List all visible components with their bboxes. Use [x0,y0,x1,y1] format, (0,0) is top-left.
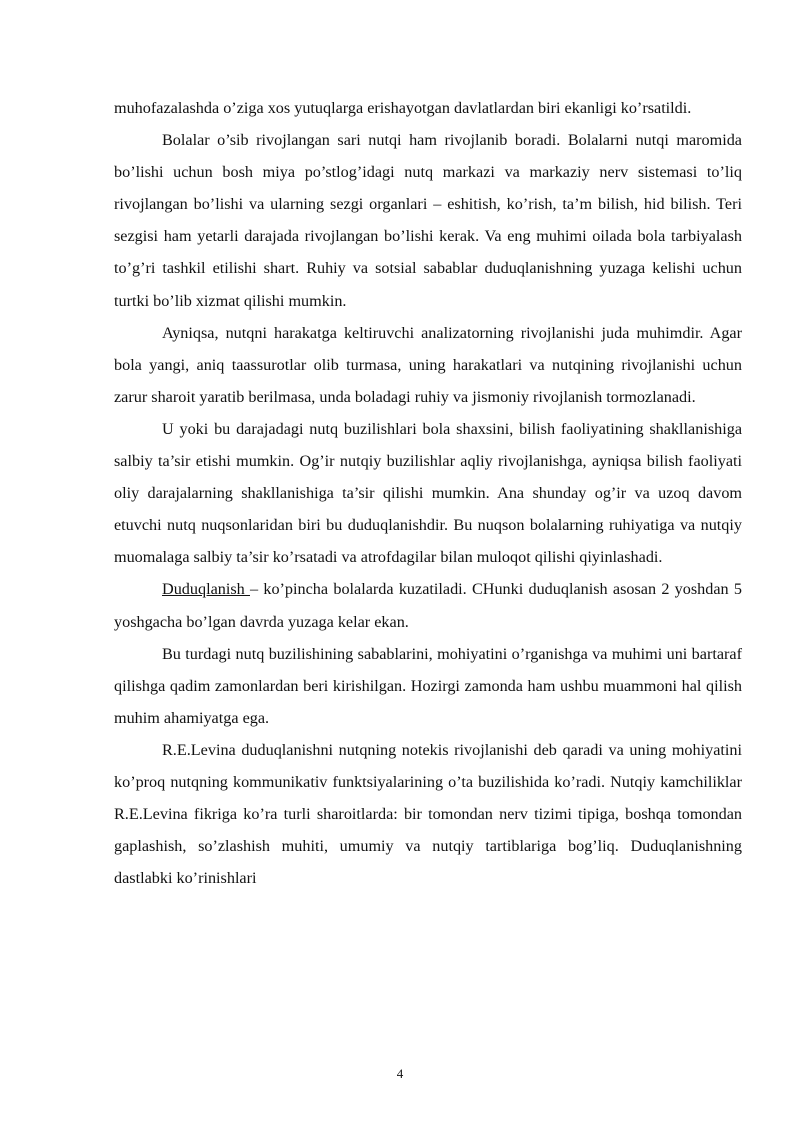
page-number: 4 [396,1066,404,1081]
body-text [114,92,742,894]
paragraph-continuation [114,92,742,124]
paragraph-levina [114,734,742,894]
paragraph-text: Ayniqsa, nutqni harakatga keltiruvchi analizatorning rivojlanishi juda muhimdir. Agar bola yangi, aniq taassurotlar olib turmasa, uning harakatlari va nutqining rivojlanishi uchun zarur sharoit yaratib berilmasa, unda boladagi ruhiy va jismoniy rivojlanish tormozlanadi. [114,323,742,406]
stuttering-term: Duduqlanish [162,580,250,599]
paragraph-text: Bolalar o’sib rivojlangan sari nutqi ham rivojlanib boradi. Bolalarni nutqi maromida bo’lishi uchun bosh miya po’stlog’idagi nutq markazi va markaziy nerv sistemasi to’liq rivojlangan bo’lishi va ularning sezgi organlari – eshitish, ko’rish, ta’m bilish, hid bilish. Teri sezgisi ham yetarli darajada rivojlangan bo’lishi kerak. Va eng muhimi oilada bola tarbiyalash to’g’ri tashkil etilishi shart. Ruhiy va sotsial sabablar duduqlanishning yuzaga kelishi uchun turtki bo’lib xizmat qilishi mumkin. [114,131,742,310]
paragraph-text: R.E.Levina duduqlanishni nutqning notekis rivojlanishi deb qaradi va uning mohiyatini ko’proq nutqning kommunikativ funktsiyalarining o’ta buzilishida ko’radi. Nutqiy kamchiliklar R.E.Levina fikriga ko’ra turli sharoitlarda: bir tomondan nerv tizimi tipiga, boshqa tomondan gaplashish, so’zlashish muhiti, umumiy va nutqiy tartiblariga bog’liq. Duduqlanishning dastlabki ko’rinishlari [114,740,742,888]
paragraph-text: – ko’pincha bolalarda kuzatiladi. CHunki duduqlanish asosan 2 yoshdan 5 yoshgacha bo’lgan davrda yuzaga kelar ekan. [114,580,742,631]
paragraph-speech-development [114,124,742,317]
paragraph-text: U yoki bu darajadagi nutq buzilishlari bola shaxsini, bilish faoliyatining shakllanishiga salbiy ta’sir etishi mumkin. Og’ir nutqiy buzilishlar aqliy rivojlanishga, ayniqsa bilish faoliyati oliy darajalarning shakllanishiga ta’sir qilishi mumkin. Ana shunday og’ir va uzoq davom etuvchi nutq nuqsonlaridan biri bu duduqlanishdir. Bu nuqson bolalarning ruhiyatiga va nutqiy muomalaga salbiy ta’sir ko’rsatadi va atrofdagilar bilan muloqot qilishi qiyinlashadi. [114,419,742,567]
paragraph-text: muhofazalashda o’ziga xos yutuqlarga erishayotgan davlatlardan biri ekanligi ko’rsatildi. [114,99,692,117]
paragraph-text: Bu turdagi nutq buzilishining sabablarini, mohiyatini o’rganishga va muhimi uni bartaraf qilishga qadim zamonlardan beri kirishilgan. Hozirgi zamonda ham ushbu muammoni hal qilish muhim ahamiyatga ega. [114,644,742,727]
paragraph-causes [114,638,742,734]
paragraph-stuttering-definition [114,573,742,637]
paragraph-speech-disorders [114,413,742,573]
paragraph-analyzer [114,317,742,413]
